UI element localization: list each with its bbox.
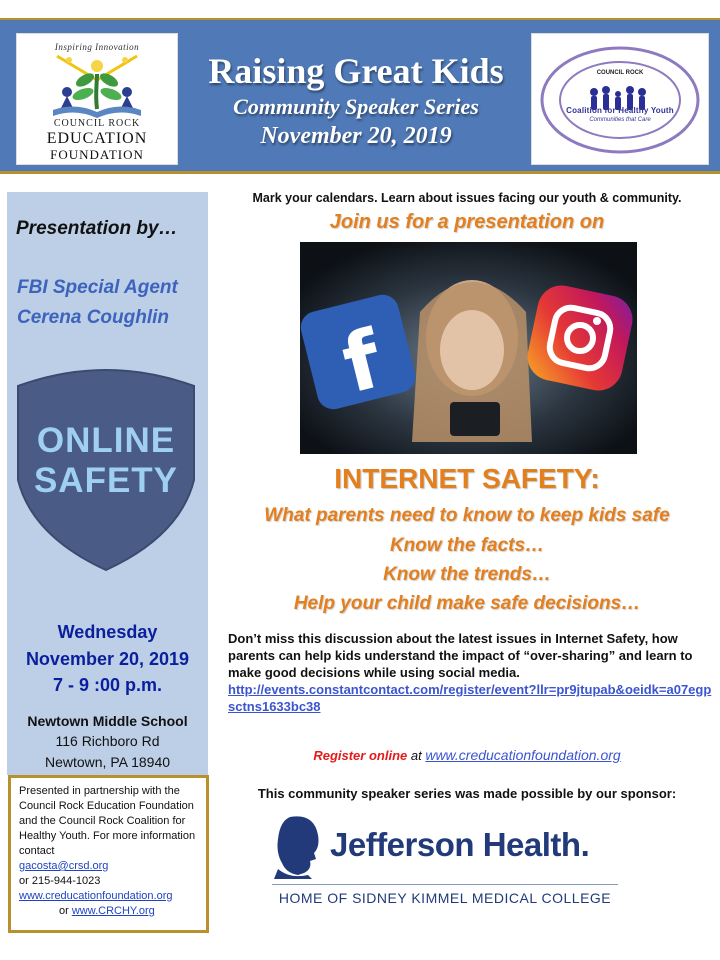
- jefferson-profile-icon: [268, 813, 332, 879]
- register-website-link[interactable]: www.creducationfoundation.org: [425, 747, 621, 763]
- page-subtitle: Community Speaker Series: [233, 94, 479, 119]
- event-description: [228, 630, 712, 715]
- description-text: Don’t miss this discussion about the latest issues in Internet Safety, how parents can help kids understand the impact of “over-sharing” and learn to make good decisions while using social media.: [228, 631, 693, 680]
- sponsor-text: This community speaker series was made possible by our sponsor:: [257, 786, 677, 801]
- sponsor-name: Jefferson Health.: [330, 826, 590, 863]
- crchy-website-link[interactable]: www.CRCHY.org: [71, 905, 155, 917]
- coalition-name: Coalition for Healthy Youth: [566, 106, 674, 115]
- venue-address-line1: 116 Richboro Rd: [55, 733, 160, 749]
- internet-safety-headline: INTERNET SAFETY:: [334, 463, 600, 494]
- coalition-sub: Communities that Care: [589, 117, 651, 123]
- event-date: November 20, 2019: [25, 649, 190, 669]
- header-banner: [0, 18, 720, 174]
- event-time: 7 - 9 :00 p.m.: [52, 675, 163, 695]
- foundation-line1: COUNCIL ROCK: [53, 118, 141, 129]
- shield-text-safety: SAFETY: [33, 461, 179, 500]
- or-text: or: [59, 905, 72, 917]
- social-media-photo: [300, 242, 637, 454]
- mark-calendars-text: Mark your calendars. Learn about issues facing our youth & community.: [252, 191, 682, 205]
- event-day: Wednesday: [57, 622, 158, 642]
- partner-text: Presented in partnership with the Council Rock Education Foundation and the Council Rock Coalition for Healthy Youth. For more information contact: [19, 785, 196, 857]
- contact-phone: or 215-944-1023: [19, 875, 101, 887]
- sponsor-divider: [272, 884, 618, 885]
- education-foundation-logo: [16, 33, 178, 165]
- speaker-name: Cerena Coughlin: [17, 307, 170, 328]
- bullet-item: Help your child make safe decisions…: [293, 593, 641, 614]
- coalition-healthy-youth-logo: [531, 33, 709, 165]
- event-register-link[interactable]: http://events.constantcontact.com/register/event?llr=pr9jtupab&oeidk=a07egpsctns1633bc38: [228, 682, 712, 714]
- foundation-website-link[interactable]: www.creducationfoundation.org: [19, 890, 173, 902]
- svg-text:f: f: [333, 312, 391, 412]
- page-title: Raising Great Kids: [208, 51, 504, 91]
- sponsor-subtitle: HOME OF SIDNEY KIMMEL MEDICAL COLLEGE: [278, 890, 612, 906]
- event-venue: Newtown Middle School: [27, 713, 188, 729]
- header-date: November 20, 2019: [260, 123, 452, 149]
- presentation-by: Presentation by…: [16, 218, 178, 239]
- bullet-item: Know the trends…: [383, 564, 551, 585]
- join-us-heading: Join us for a presentation on: [329, 211, 605, 233]
- partner-info-box: [8, 775, 209, 933]
- venue-address-line2: Newtown, PA 18940: [44, 754, 171, 770]
- contact-email-link[interactable]: gacosta@crsd.org: [19, 860, 109, 872]
- shield-text-online: ONLINE: [36, 421, 176, 460]
- foundation-line2: EDUCATION: [46, 130, 148, 147]
- coalition-council-rock: COUNCIL ROCK: [596, 70, 644, 76]
- register-at: at: [407, 748, 426, 763]
- register-line: [222, 747, 712, 763]
- register-online-label: Register online: [313, 748, 408, 763]
- foundation-line3: FOUNDATION: [50, 147, 144, 162]
- coalition-ring-icon: [538, 44, 702, 156]
- speaker-title: FBI Special Agent: [17, 277, 178, 298]
- foundation-tagline: Inspiring Innovation: [54, 42, 140, 52]
- bullet-item: What parents need to know to keep kids safe: [264, 505, 670, 526]
- bullet-item: Know the facts…: [389, 535, 545, 556]
